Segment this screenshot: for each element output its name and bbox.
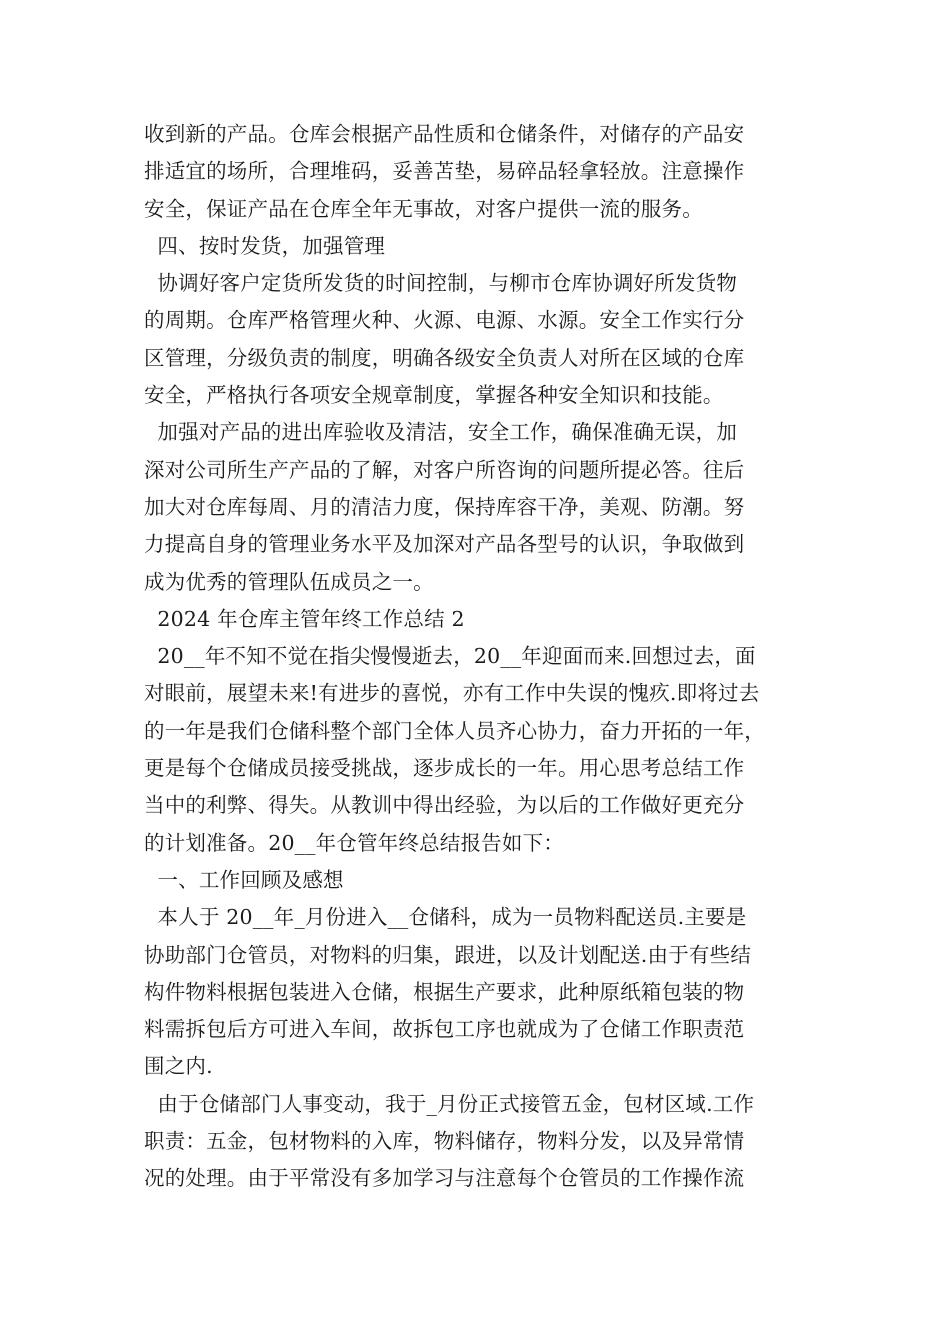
text-line: 排适宜的场所，合理堆码，妥善苫垫，易碎品轻拿轻放。注意操作 [144, 159, 745, 184]
text-line: 的一年是我们仓储科整个部门全体人员齐心协力，奋力开拓的一年， [144, 718, 765, 743]
text-line: 20__年不知不觉在指尖慢慢逝去，20__年迎面而来.回想过去，面 [144, 644, 756, 669]
section-heading: 四、按时发货，加强管理 [144, 233, 386, 258]
text-line: 区管理，分级负责的制度，明确各级安全负责人对所在区域的仓库 [144, 345, 745, 370]
section-heading: 一、工作回顾及感想 [144, 867, 344, 892]
text-line: 的计划准备。20__年仓管年终总结报告如下： [144, 830, 564, 855]
text-line: 由于仓储部门人事变动，我于_月份正式接管五金，包材区域.工作 [144, 1091, 755, 1116]
text-line: 协助部门仓管员，对物料的归集，跟进，以及计划配送.由于有些结 [144, 942, 752, 967]
text-line: 对眼前，展望未来!有进步的喜悦，亦有工作中失误的愧疚.即将过去 [144, 681, 760, 706]
text-line: 力提高自身的管理业务水平及加深对产品各型号的认识，争取做到 [144, 532, 745, 557]
document-body [144, 116, 834, 1198]
text-line: 加大对仓库每周、月的清洁力度，保持库容干净，美观、防潮。努 [144, 494, 745, 519]
text-line: 的周期。仓库严格管理火种、火源、电源、水源。安全工作实行分 [144, 308, 745, 333]
text-line: 当中的利弊、得失。从教训中得出经验，为以后的工作做好更充分 [144, 793, 745, 818]
text-line: 料需拆包后方可进入车间，故拆包工序也就成为了仓储工作职责范 [144, 1017, 745, 1042]
text-line: 构件物料根据包装进入仓储，根据生产要求，此种原纸箱包装的物 [144, 979, 745, 1004]
text-line: 协调好客户定货所发货的时间控制，与柳市仓库协调好所发货物 [144, 271, 738, 296]
text-line: 加强对产品的进出库验收及清洁，安全工作，确保准确无误，加 [144, 420, 738, 445]
text-line: 安全，保证产品在仓库全年无事故，对客户提供一流的服务。 [144, 196, 703, 221]
text-line: 深对公司所生产产品的了解，对客户所咨询的问题所提必答。往后 [144, 457, 745, 482]
text-line: 本人于 20__年_月份进入__仓储科，成为一员物料配送员.主要是 [144, 905, 747, 930]
text-line: 安全，严格执行各项安全规章制度，掌握各种安全知识和技能。 [144, 383, 724, 408]
document-title: 2024 年仓库主管年终工作总结 2 [144, 606, 465, 631]
text-line: 收到新的产品。仓库会根据产品性质和仓储条件，对储存的产品安 [144, 122, 745, 146]
text-line: 况的处理。由于平常没有多加学习与注意每个仓管员的工作操作流 [144, 1166, 745, 1191]
text-line: 围之内. [144, 1054, 213, 1079]
text-line: 更是每个仓储成员接受挑战，逐步成长的一年。用心思考总结工作 [144, 756, 745, 781]
text-line: 成为优秀的管理队伍成员之一。 [144, 569, 434, 594]
text-line: 职责：五金，包材物料的入库，物料储存，物料分发，以及异常情 [144, 1129, 745, 1154]
